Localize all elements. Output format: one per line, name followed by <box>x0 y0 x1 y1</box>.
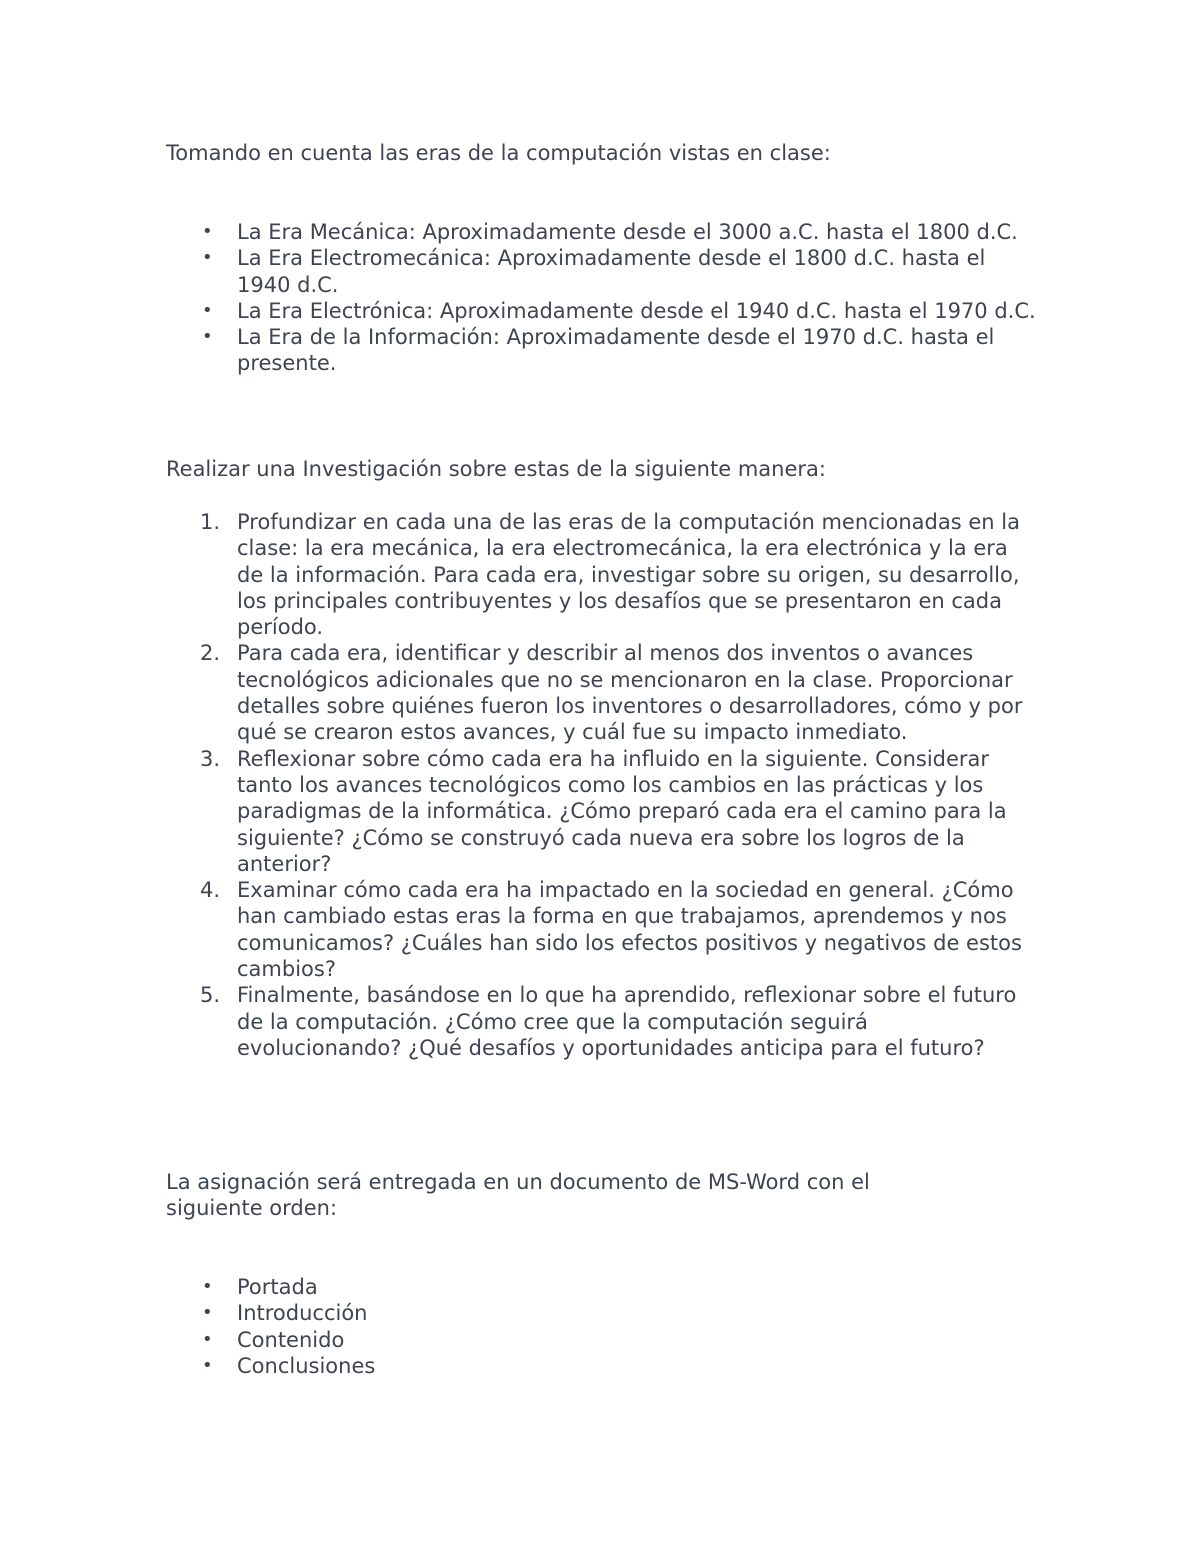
list-item <box>166 219 1036 245</box>
era-item-text: La Era de la Información: Aproximadamente desde el 1970 d.C. hasta el presente. <box>237 325 995 376</box>
list-number: 1. <box>200 510 221 534</box>
list-number: 5. <box>200 983 221 1008</box>
list-item <box>166 298 1036 324</box>
task-item-text: Examinar cómo cada era ha impactado en la sociedad en general. ¿Cómo han cambiado estas eras la forma en que trabajamos, aprendemos y nos comunicamos? ¿Cuáles han sido los efectos positivos y negativos de estos cambios? <box>237 878 1022 982</box>
list-item <box>166 982 1036 1061</box>
order-item-text: Introducción <box>237 1301 368 1326</box>
order-item-text: Portada <box>237 1275 318 1299</box>
bullet-icon: • <box>202 299 213 321</box>
bullet-icon: • <box>202 247 213 269</box>
list-item <box>166 877 1036 982</box>
task-item-text: Para cada era, identificar y describir al menos dos inventos o avances tecnológicos adicionales que no se mencionaron en la clase. Proporcionar detalles sobre quiénes fueron los inventores o desarrolladores, cómo y por qué se crearon estos avances, y cuál fue su impacto inmediato. <box>237 641 1023 745</box>
order-item-text: Contenido <box>237 1327 345 1352</box>
list-item <box>166 509 1036 640</box>
bullet-icon: • <box>202 1354 213 1376</box>
task-item-text: Reflexionar sobre cómo cada era ha influido en la siguiente. Considerar tanto los avances tecnológicos como los cambios en las prácticas y los paradigmas de la informática. ¿Cómo preparó cada era el camino para la siguiente? ¿Cómo se construyó cada nueva era sobre los logros de la anterior? <box>237 746 1007 876</box>
list-item <box>166 746 1036 877</box>
order-item-text: Conclusiones <box>237 1353 376 1378</box>
list-item <box>166 324 1036 377</box>
list-item <box>166 1353 1046 1379</box>
intro-paragraph: Tomando en cuenta las eras de la computación vistas en clase: <box>166 141 831 165</box>
tasks-list <box>166 509 1036 1061</box>
era-item-text: La Era Mecánica: Aproximadamente desde el 3000 a.C. hasta el 1800 d.C. <box>237 220 1018 244</box>
bullet-icon: • <box>202 221 213 242</box>
bullet-icon: • <box>202 1328 213 1350</box>
era-item-text: La Era Electrónica: Aproximadamente desde el 1940 d.C. hasta el 1970 d.C. <box>237 298 1036 323</box>
bullet-icon: • <box>202 326 213 348</box>
list-number: 4. <box>200 878 221 903</box>
list-item <box>166 640 1036 745</box>
list-number: 2. <box>200 641 221 666</box>
bullet-icon: • <box>202 1302 213 1324</box>
task-heading: Realizar una Investigación sobre estas de la siguiente manera: <box>166 457 826 481</box>
delivery-paragraph: La asignación será entregada en un documento de MS-Word con el siguiente orden: <box>166 1170 870 1221</box>
task-item-text: Finalmente, basándose en lo que ha aprendido, reflexionar sobre el futuro de la computación. ¿Cómo cree que la computación seguirá evolucionando? ¿Qué desafíos y oportunidades anticipa para el futuro? <box>237 983 1017 1060</box>
list-item <box>166 1300 1046 1326</box>
list-number: 3. <box>200 746 221 771</box>
task-item-text: Profundizar en cada una de las eras de la computación mencionadas en la clase: la era mecánica, la era electromecánica, la era electrónica y la era de la información. Para cada era, investigar sobre su origen, su desarrollo, los principales contribuyentes y los desafíos que se presentaron en cada período. <box>237 510 1020 640</box>
order-list <box>166 1274 1046 1379</box>
list-item <box>166 1327 1046 1353</box>
era-item-text: La Era Electromecánica: Aproximadamente desde el 1800 d.C. hasta el 1940 d.C. <box>237 246 986 297</box>
list-item <box>166 1274 1046 1300</box>
bullet-icon: • <box>202 1276 213 1297</box>
list-item <box>166 245 1036 298</box>
eras-list <box>166 219 1036 377</box>
